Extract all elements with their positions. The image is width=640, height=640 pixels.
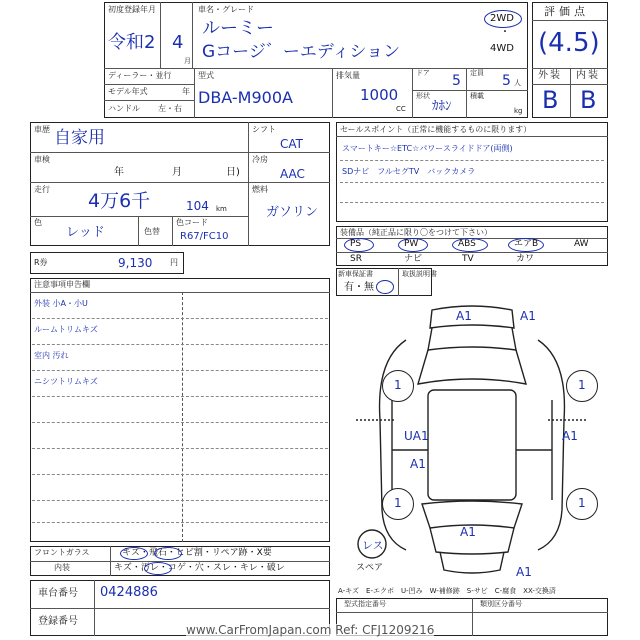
glass-scratch-circle xyxy=(120,547,148,560)
note-line-2: ルームトリムキズ xyxy=(34,325,98,334)
interior-options: キズ・汚レ・コゲ・穴・スレ・キレ・破レ xyxy=(114,563,285,573)
exterior-label: 外装 xyxy=(538,70,562,81)
color-code-label: 色コード xyxy=(176,218,208,227)
recycle-label: R券 xyxy=(34,258,48,267)
handle-value: 左・右 xyxy=(158,104,182,113)
interior-value: B xyxy=(580,86,597,114)
year-unit: 年 xyxy=(182,87,190,96)
color-label: 色 xyxy=(34,218,42,227)
damage-legend: A-キズ E-エクボ U-凹み W-補修跡 S-サビ C-腐食 XX-交換済 xyxy=(338,587,556,595)
drive-dot: ・ xyxy=(500,27,510,38)
color-change-label: 色替 xyxy=(144,227,160,236)
fuel-label: 燃料 xyxy=(252,185,268,194)
note-line-3: 室内 汚れ xyxy=(34,351,69,360)
dmg-front-left-wheel: 1 xyxy=(394,378,402,392)
glass-options: キズ・飛石・ヒビ割・リペア跡・X要 xyxy=(122,548,272,558)
usage-value: 自家用 xyxy=(54,128,105,148)
capacity-unit: 人 xyxy=(514,79,521,87)
footer-watermark: www.CarFromJapan.com Ref: CFJ1209216 xyxy=(186,623,435,637)
equip-airbag: エアB xyxy=(514,239,539,249)
cert-label: 型式指定番号 xyxy=(344,600,386,608)
recycle-unit: 円 xyxy=(170,258,178,267)
inspection-day: 日) xyxy=(226,167,240,178)
cc-unit: CC xyxy=(396,105,406,113)
inspection-year: 年 xyxy=(114,167,124,178)
shape-value: ｶﾎﾝ xyxy=(432,99,452,114)
dmg-rear-left-wheel: 1 xyxy=(394,496,402,510)
equip-pw: PW xyxy=(404,239,419,249)
displacement-label: 排気量 xyxy=(336,71,360,80)
exterior-value: B xyxy=(542,86,559,114)
dmg-left-side-1: UA1 xyxy=(404,429,429,443)
notes-label: 注意事項申告欄 xyxy=(34,280,90,289)
manual-label: 取扱説明書 xyxy=(402,270,437,278)
equip-tv: TV xyxy=(462,254,474,264)
chassis-value: 0424886 xyxy=(100,585,158,600)
dealer-label: ディーラー・並行 xyxy=(108,71,172,80)
first-reg-label: 初度登録年月 xyxy=(108,5,156,14)
dmg-rear-1: A1 xyxy=(460,525,476,539)
door-value: 5 xyxy=(452,73,461,89)
inspection-label: 車検 xyxy=(34,155,50,164)
warranty-label: 新車保証書 xyxy=(338,270,373,278)
fuel-value: ガソリン xyxy=(266,205,319,220)
car-name: ルーミー xyxy=(202,18,274,39)
color-value: レッド xyxy=(66,225,105,240)
equip-abs: ABS xyxy=(458,239,476,249)
first-reg-era: 令和2 xyxy=(108,32,156,53)
glass-chip-circle xyxy=(154,547,182,560)
recycle-box xyxy=(30,252,184,274)
dmg-front-top-right: A1 xyxy=(520,309,536,323)
note-line-4: ニシツトリムキズ xyxy=(34,377,98,386)
dmg-rear-right-wheel: 1 xyxy=(578,496,586,510)
note-line-1: 外装 小A・小U xyxy=(34,299,88,308)
load-label: 積載 xyxy=(470,92,484,100)
warranty-none-circle xyxy=(376,280,394,294)
drive-2wd: 2WD xyxy=(490,13,514,24)
sales-line-1: スマートキー☆ETC☆パワースライドドア(両側) xyxy=(342,144,513,153)
drive-4wd: 4WD xyxy=(490,43,514,54)
first-reg-month: 4 xyxy=(172,32,184,53)
equip-navi: ナビ xyxy=(404,254,423,264)
capacity-value: 5 xyxy=(502,73,511,89)
equipment-label: 装備品（純正品に限り〇をつけて下さい） xyxy=(340,228,492,237)
dmg-front-right-wheel: 1 xyxy=(578,378,586,392)
model-label: 型式 xyxy=(198,71,214,80)
shape-label: 形状 xyxy=(416,92,430,100)
door-label: ドア xyxy=(416,69,430,77)
mileage-label: 走行 xyxy=(34,185,50,194)
equip-ps: PS xyxy=(350,239,362,249)
load-unit: kg xyxy=(514,107,523,115)
color-code-value: R67/FC10 xyxy=(180,231,229,242)
class-label: 類別区分番号 xyxy=(480,600,522,608)
spare-label: スペア xyxy=(356,563,384,573)
mileage-value: 4万6千 xyxy=(88,190,151,212)
interior-cond-label: 内装 xyxy=(54,563,70,572)
score-label: 評価点 xyxy=(544,5,589,18)
ac-label: 冷房 xyxy=(252,155,268,164)
dmg-rear-2: A1 xyxy=(516,565,532,579)
dmg-right-side: A1 xyxy=(562,429,578,443)
carname-label: 車名・グレード xyxy=(198,5,254,14)
sales-line-2: SDナビ フルセグTV バックカメラ xyxy=(342,167,476,176)
score-value: (4.5) xyxy=(538,28,600,58)
ac-value: AAC xyxy=(280,167,305,181)
km-unit: km xyxy=(216,205,227,213)
month-unit: 月 xyxy=(184,57,191,65)
recycle-value: 9,130 xyxy=(118,256,153,270)
inspection-month: 月 xyxy=(172,167,182,178)
spare-note: レス xyxy=(362,539,384,552)
shift-value: CAT xyxy=(280,137,303,151)
equip-leather: カワ xyxy=(516,254,535,264)
dmg-front-top-left: A1 xyxy=(456,309,472,323)
chassis-label: 車台番号 xyxy=(38,588,78,599)
interior-label: 内装 xyxy=(576,70,600,81)
warranty-value: 有・無 xyxy=(344,282,374,293)
shift-label: シフト xyxy=(252,125,276,134)
interior-dirt-circle xyxy=(144,562,172,575)
equip-sr: SR xyxy=(350,254,362,264)
sales-label: セールスポイント（正常に機能するものに限ります） xyxy=(340,125,532,134)
model-value: DBA-M900A xyxy=(198,88,293,107)
usage-label: 車歴 xyxy=(34,125,50,134)
handle-label: ハンドル xyxy=(108,104,140,113)
capacity-label: 定員 xyxy=(470,69,484,77)
car-grade: Gコージ゛ーエディション xyxy=(202,42,401,62)
mileage-extra: 104 xyxy=(186,199,209,213)
displacement-value: 1000 xyxy=(360,86,399,104)
registration-label: 登録番号 xyxy=(38,616,78,627)
glass-label: フロントガラス xyxy=(34,548,90,557)
model-year-label: モデル年式 xyxy=(108,87,148,96)
dmg-left-side-2: A1 xyxy=(410,457,426,471)
equip-aw: AW xyxy=(574,239,589,249)
